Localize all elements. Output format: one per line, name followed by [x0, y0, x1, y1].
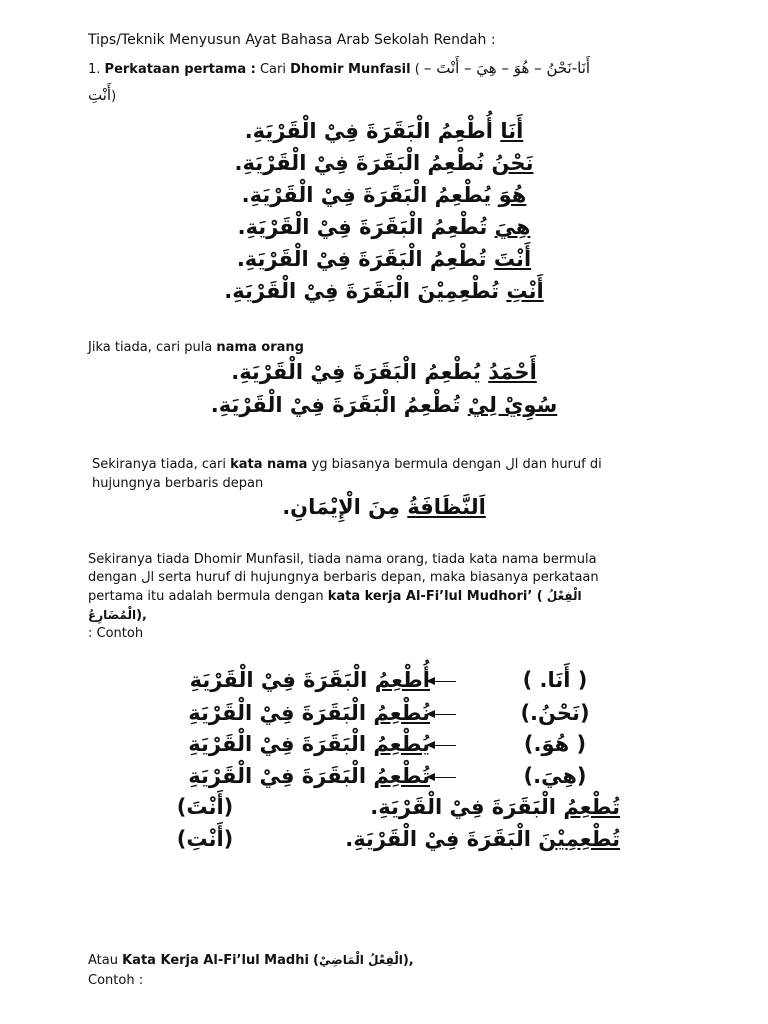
pronoun-subject: هُوَ — [498, 183, 527, 207]
pronoun-predicate: يُطْعِمُ الْبَقَرَةَ فِيْ الْقَرْيَةِ. — [241, 183, 492, 207]
mudhori-verb: نُطْعِمُ — [373, 701, 430, 725]
step5-madhi: الْفِعْلُ الْمَاضِيْ — [319, 953, 403, 967]
pronoun-predicate: تُطْعِمُ الْبَقَرَةَ فِيْ الْقَرْيَةِ. — [236, 247, 487, 271]
mudhori-sentence — [160, 760, 430, 792]
arrow-left-icon — [428, 681, 456, 682]
step4-bold: kata kerja Al-Fi’lul Mudhori’ ( — [327, 589, 543, 604]
step1-plain: Cari — [259, 62, 286, 77]
mudhori-object: الْبَقَرَةَ فِيْ الْقَرْيَةِ — [188, 732, 367, 756]
step1-number: 1. — [88, 62, 101, 77]
pronoun-sentence — [0, 148, 768, 178]
name-predicate: تُطْعِمُ الْبَقَرَةَ فِيْ الْقَرْيَةِ. — [210, 393, 461, 417]
step3-text2: yg biasanya bermula dengan — [311, 457, 502, 472]
arrow-left-icon — [428, 777, 456, 778]
mudhori-object: الْبَقَرَةَ فِيْ الْقَرْيَةِ. — [345, 827, 531, 851]
arrow-left-icon — [428, 745, 456, 746]
pronoun-sentence — [0, 180, 768, 210]
pronoun-predicate: نُطْعِمُ الْبَقَرَةَ فِيْ الْقَرْيَةِ. — [234, 151, 485, 175]
step4-close: ), — [136, 608, 147, 623]
mudhori-sentence — [320, 823, 620, 855]
mudhori-pronoun: ( هُوَ.) — [523, 732, 587, 756]
step1-instruction — [88, 59, 688, 77]
name-subject: سُوِيْ لِيْ — [467, 393, 558, 417]
page-title: Tips/Teknik Menyusun Ayat Bahasa Arab Sekolah Rendah : — [88, 32, 496, 48]
name-sentence — [0, 357, 768, 387]
name-predicate: يُطْعِمُ الْبَقَرَةَ فِيْ الْقَرْيَةِ. — [231, 360, 481, 384]
name-sentence — [0, 390, 768, 420]
mudhori-object: الْبَقَرَةَ فِيْ الْقَرْيَةِ. — [370, 795, 557, 819]
step1-paren-open: ( — [414, 62, 420, 77]
step4-line2b: serta huruf di hujungnya berbaris depan, maka biasanya perkataan — [158, 570, 599, 585]
pronoun-sentence — [0, 244, 768, 274]
mudhori-verb: تُطْعِمُ — [563, 795, 620, 819]
step2-text: Jika tiada, cari pula — [88, 340, 213, 355]
mudhori-object: الْبَقَرَةَ فِيْ الْقَرْيَةِ — [188, 764, 367, 788]
pronoun-subject: نَحْنُ — [491, 151, 534, 175]
mudhori-pronoun: (أَنْتَ) — [176, 795, 234, 819]
step3-text1: Sekiranya tiada, cari — [92, 457, 226, 472]
pronoun-predicate: تُطْعِمِيْنَ الْبَقَرَةَ فِيْ الْقَرْيَةِ. — [224, 279, 500, 303]
step4-line3a: pertama itu adalah bermula dengan — [88, 589, 324, 604]
pronoun-sentence — [0, 116, 768, 146]
step4-line2a: dengan — [88, 570, 137, 585]
step5-bold: Kata Kerja Al-Fi’lul Madhi — [122, 953, 309, 968]
mudhori-sentence — [160, 697, 430, 729]
mudhori-pronoun: (هِيَ.) — [523, 764, 587, 788]
name-subject: أَحْمَدُ — [488, 360, 537, 384]
step2-bold: nama orang — [216, 340, 304, 355]
step1-dhomir: Dhomir Munfasil — [290, 62, 411, 77]
step4-contoh: : Contoh — [88, 626, 144, 641]
mudhori-pronoun: ( أَنَا. ) — [522, 668, 588, 692]
step4-mudhori: الْمُضَارِعُ — [88, 608, 137, 622]
pronoun-predicate: تُطْعِمُ الْبَقَرَةَ فِيْ الْقَرْيَةِ. — [237, 215, 488, 239]
pronoun-sentence — [0, 212, 768, 242]
mudhori-sentence — [320, 791, 620, 823]
step4-fiil: الْفِعْلُ — [546, 589, 582, 603]
mudhori-object: الْبَقَرَةَ فِيْ الْقَرْيَةِ — [188, 701, 367, 725]
mudhori-verb: تُطْعِمِيْنَ — [538, 827, 620, 851]
step5-paren-close: ), — [402, 953, 414, 968]
mudhori-object: الْبَقَرَةَ فِيْ الْقَرْيَةِ — [189, 668, 368, 692]
step5-instruction — [88, 950, 414, 991]
noun-sentence — [0, 492, 768, 522]
pronoun-predicate: أُطْعِمُ الْبَقَرَةَ فِيْ الْقَرْيَةِ. — [244, 119, 494, 143]
mudhori-verb: أُطْعِمُ — [374, 668, 430, 692]
step2-instruction — [88, 340, 304, 355]
mudhori-pronoun: (أَنْتِ) — [176, 827, 234, 851]
mudhori-sentence — [160, 728, 430, 760]
step1-paren-close: ) — [111, 89, 117, 104]
step1-bold-label: Perkataan pertama : — [104, 62, 256, 77]
step4-instruction — [88, 551, 728, 643]
noun-rest: مِنَ الْإِيْمَانِ. — [282, 495, 400, 519]
step1-pronouns: أَنَا-نَحْنُ – هُوَ – هِيَ – أَنْتَ – — [423, 59, 591, 77]
step4-line1: Sekiranya tiada Dhomir Munfasil, tiada nama orang, tiada kata nama bermula — [88, 552, 597, 567]
pronoun-subject: أَنْتَ — [493, 247, 532, 271]
mudhori-verb: تُطْعِمُ — [373, 764, 430, 788]
mudhori-sentence — [160, 664, 430, 696]
step1-line2 — [88, 86, 116, 104]
mudhori-verb: يُطْعِمُ — [373, 732, 430, 756]
arrow-left-icon — [428, 714, 456, 715]
pronoun-subject: هِيَ — [494, 215, 531, 239]
step5-text: Atau — [88, 953, 118, 968]
noun-subject: اَلنَّظَافَةُ — [407, 495, 486, 519]
step3-instruction — [92, 455, 692, 493]
pronoun-subject: أَنْتِ — [506, 279, 544, 303]
pronoun-subject: أَنَا — [500, 119, 524, 143]
step3-text3: dan huruf di — [522, 457, 602, 472]
step3-al: ال — [505, 457, 519, 472]
step5-contoh: Contoh : — [88, 973, 144, 988]
step4-al: ال — [141, 570, 155, 585]
step1-pronoun-last: أَنْتِ — [88, 86, 112, 104]
pronoun-sentence — [0, 276, 768, 306]
step5-paren-open: ( — [313, 953, 319, 968]
step3-bold: kata nama — [230, 457, 308, 472]
mudhori-pronoun: (نَحْنُ.) — [520, 701, 590, 725]
step3-line2: hujungnya berbaris depan — [92, 476, 264, 491]
